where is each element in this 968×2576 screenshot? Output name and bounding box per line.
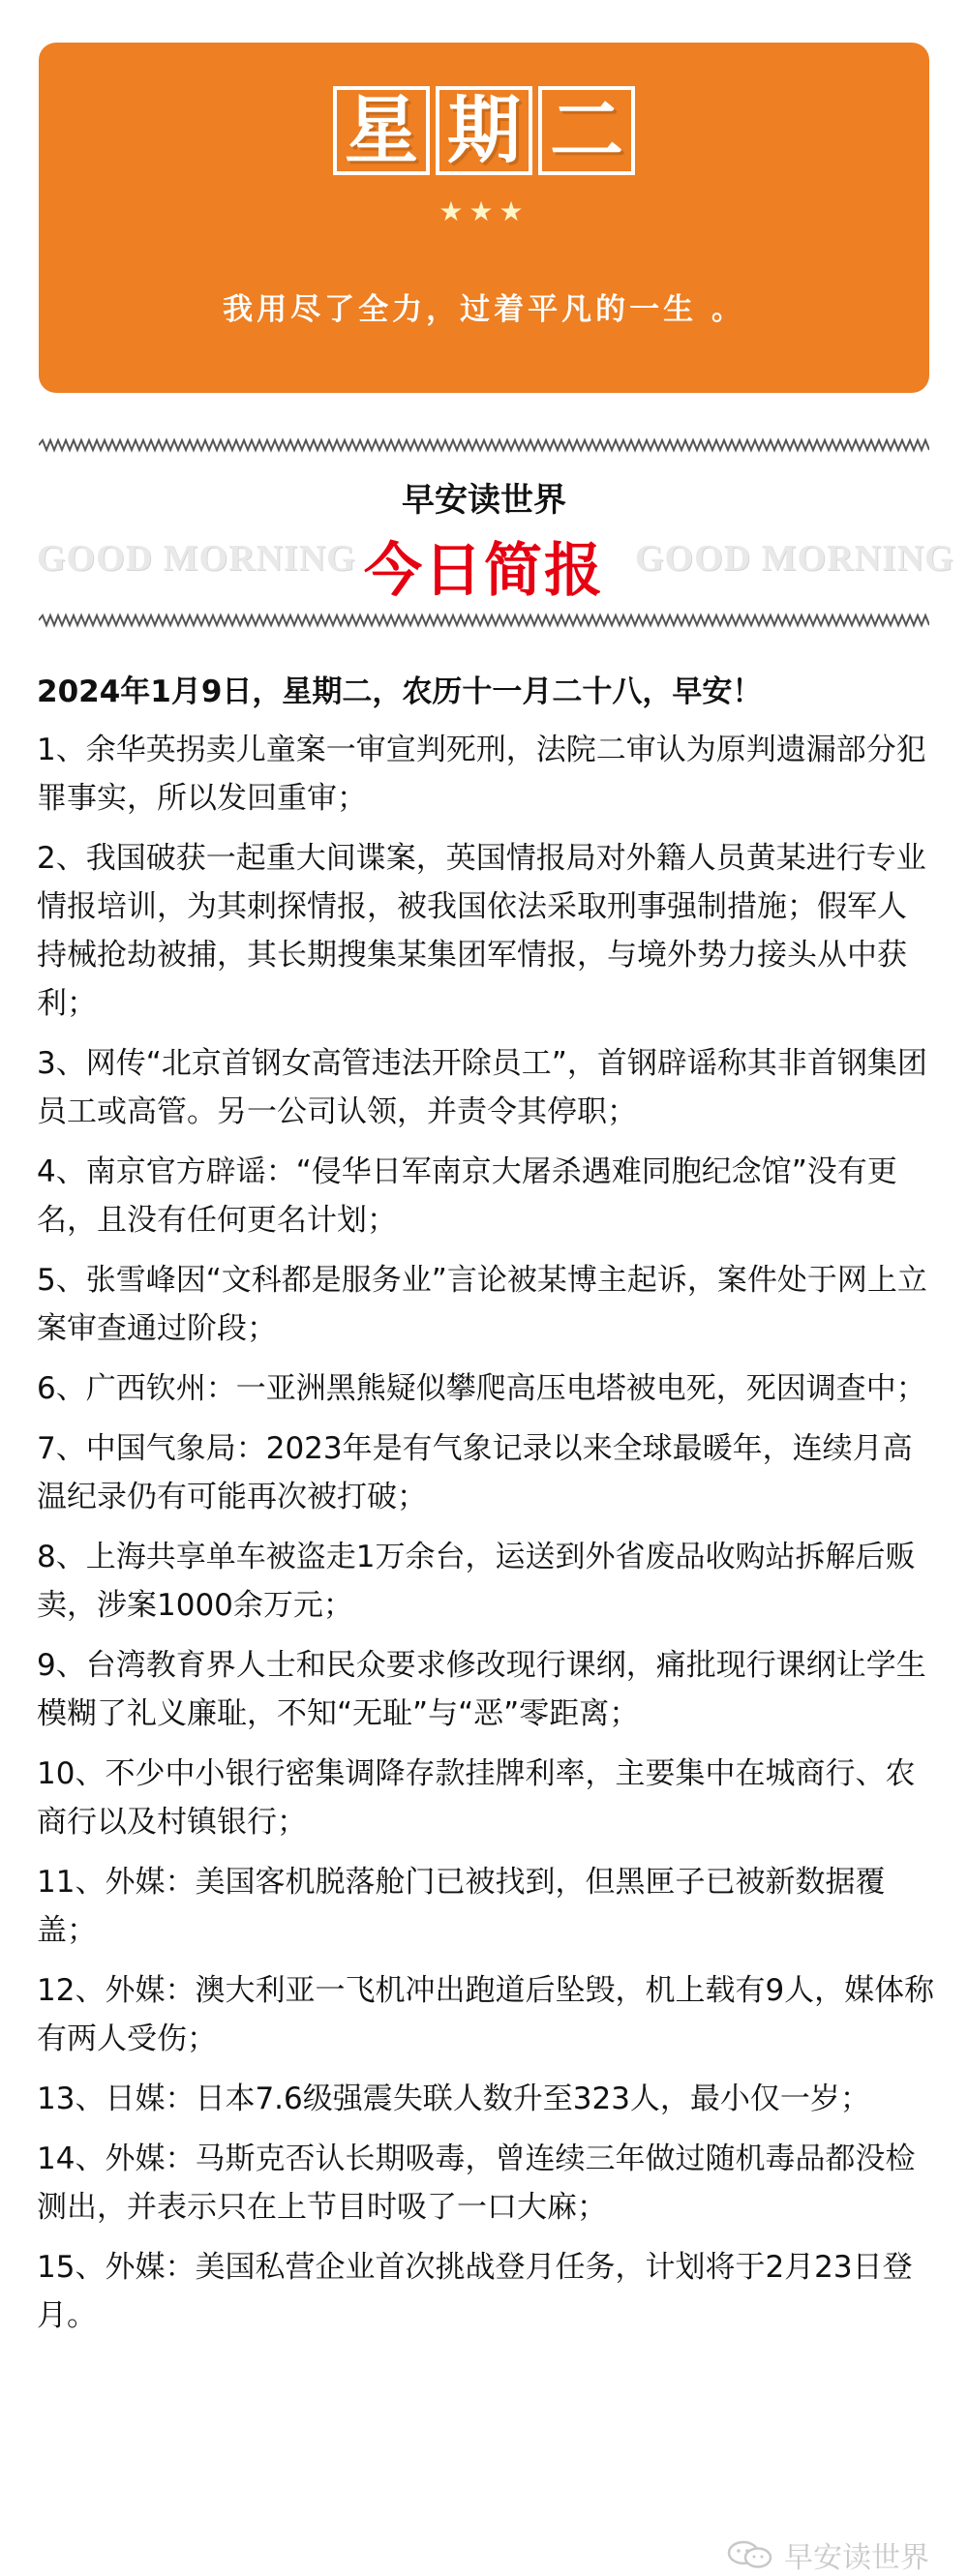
wavy-divider-top (39, 437, 929, 453)
weekday-char: 星 (333, 86, 430, 175)
news-item: 8、上海共享单车被盗走1万余台，运送到外省废品收购站拆解后贩卖，涉案1000余万元； (37, 1540, 916, 1623)
page-title: 今日简报 (364, 537, 604, 605)
news-item: 9、台湾教育界人士和民众要求修改现行课纲，痛批现行课纲让学生模糊了礼义廉耻，不知“无耻”与“恶”零距离； (37, 1648, 926, 1731)
news-item: 4、南京官方辟谣：“侵华日军南京大屠杀遇难同胞纪念馆”没有更名，且没有任何更名计划； (37, 1154, 897, 1238)
news-item: 14、外媒：马斯克否认长期吸毒，曾连续三年做过随机毒品都没检测出，并表示只在上节目时吸了一口大麻； (37, 2142, 916, 2225)
motto-text: 我用尽了全力，过着平凡的一生 。 (223, 292, 745, 327)
news-item: 7、中国气象局：2023年是有气象记录以来全球最暖年，连续月高温纪录仍有可能再次被打破； (37, 1431, 913, 1514)
good-morning-watermark-left: GOOD MORNING (37, 538, 356, 579)
watermark-text: 早安读世界 (784, 2541, 929, 2575)
news-item: 15、外媒：美国私营企业首次挑战登月任务，计划将于2月23日登月。 (37, 2250, 913, 2333)
brand-name: 早安读世界 (402, 481, 566, 520)
stars-icon: ★★★ (439, 195, 529, 227)
news-item: 11、外媒：美国客机脱落舱门已被找到，但黑匣子已被新数据覆盖； (37, 1865, 886, 1948)
news-headline: 2024年1月9日，星期二，农历十一月二十八，早安！ (37, 674, 763, 709)
footer-watermark (726, 2533, 929, 2576)
weekday-char: 期 (436, 86, 532, 175)
news-item: 6、广西钦州：一亚洲黑熊疑似攀爬高压电塔被电死，死因调查中； (37, 1371, 926, 1406)
news-item: 2、我国破获一起重大间谍案，英国情报局对外籍人员黄某进行专业情报培训，为其刺探情报，被我国依法采取刑事强制措施；假军人持械抢劫被捕，其长期搜集某集团军情报，与境外势力接头从中获利； (37, 841, 926, 1021)
news-item: 13、日媒：日本7.6级强震失联人数升至323人，最小仅一岁； (37, 2082, 870, 2116)
news-item: 3、网传“北京首钢女高管违法开除员工”，首钢辟谣称其非首钢集团员工或高管。另一公司认领，并责令其停职； (37, 1046, 927, 1129)
news-item: 5、张雪峰因“文科都是服务业”言论被某博主起诉，案件处于网上立案审查通过阶段； (37, 1263, 927, 1346)
weekday-title (329, 83, 639, 178)
news-item: 1、余华英拐卖儿童案一审宣判死刑，法院二审认为原判遗漏部分犯罪事实，所以发回重审； (37, 733, 926, 816)
good-morning-watermark-right: GOOD MORNING (635, 538, 954, 579)
weekday-banner (39, 43, 929, 393)
wechat-icon (726, 2540, 774, 2569)
wavy-divider-bottom (39, 613, 929, 628)
news-list (37, 668, 935, 2351)
news-item: 10、不少中小银行密集调降存款挂牌利率，主要集中在城商行、农商行以及村镇银行； (37, 1756, 916, 1840)
weekday-char: 二 (538, 86, 635, 175)
news-item: 12、外媒：澳大利亚一飞机冲出跑道后坠毁，机上载有9人，媒体称有两人受伤； (37, 1973, 935, 2056)
